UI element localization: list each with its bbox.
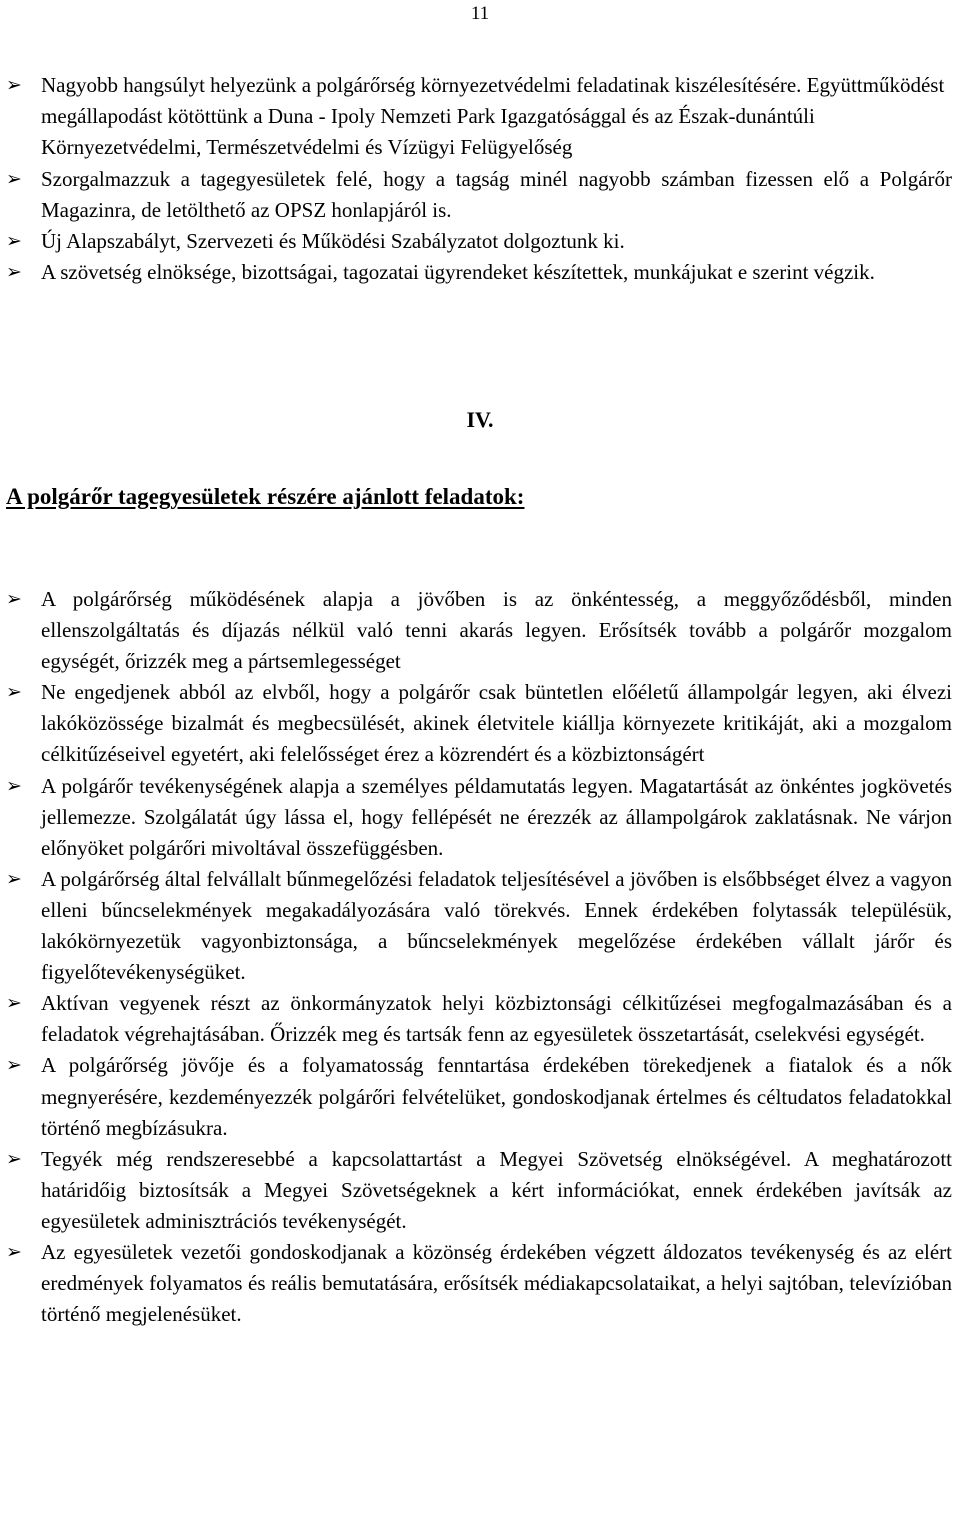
arrow-bullet-icon: ➢ [6,1147,22,1170]
list-item [0,1237,960,1330]
list-item [0,70,960,164]
list-item [0,1144,960,1237]
arrow-bullet-icon: ➢ [6,681,22,704]
arrow-bullet-icon: ➢ [6,867,22,890]
list-item [0,677,960,770]
recommended-tasks-list [0,584,960,1330]
list-item-text: Tegyék még rendszeresebbé a kapcsolattartást a Megyei Szövetség elnökségével. A meghatározott határidőig biztosítsák a Megyei Szövetségeknek a kért információkat, ennek érdekében javítsák az egyesületek adminisztrációs tevékenységét. [41,1146,952,1233]
arrow-bullet-icon: ➢ [6,261,22,284]
list-item [0,584,960,677]
list-item [0,226,960,257]
list-item-text: Aktívan vegyenek részt az önkormányzatok helyi közbiztonsági célkitűzései megfogalmazásában és a feladatok végrehajtásában. Őrizzék meg és tartsák fenn az egyesületek összetartását, cselekvési egységét. [41,991,952,1047]
arrow-bullet-icon: ➢ [6,74,22,96]
section-number [0,404,960,436]
arrow-bullet-icon: ➢ [6,774,22,797]
list-item [0,988,960,1050]
list-item-text: Ne engedjenek abból az elvből, hogy a polgárőr csak büntetlen előéletű állampolgár legyen, aki élvezi lakóközössége bizalmát és megbecsülését, akinek életvitele kiállja környezete kritikáját, aki a mozgalom célkitűzéseivel egyetért, aki felelősséget érez a közrendért és a közbiztonságért [41,680,952,767]
list-item-text: Nagyobb hangsúlyt helyezünk a polgárőrség környezetvédelmi feladatinak kiszélesítésére. Együttműködést megállapodást kötöttünk a Duna - Ipoly Nemzeti Park Igazgatósággal és az Észak-dunántúli Környezetvédelmi, Természetvédelmi és Vízügyi Felügyelőség [41,73,945,160]
list-item [0,257,960,288]
list-item-text: A polgárőrség működésének alapja a jövőben is az önkéntesség, a meggyőződésből, minden ellenszolgáltatás és díjazás nélkül való tenni akarás legyen. Erősítsék tovább a polgárőr mozgalom egységét, őrizzék meg a pártsemlegességet [41,587,952,674]
list-item-text: Az egyesületek vezetői gondoskodjanak a közönség érdekében végzett áldozatos tevékenység és az elért eredmények folyamatos és reális bemutatására, erősítsék médiakapcsolataikat, a helyi sajtóban, televízióban történő megjelenésüket. [41,1239,952,1327]
arrow-bullet-icon: ➢ [6,1240,22,1263]
list-item-text: A polgárőrség által felvállalt bűnmegelőzési feladatok teljesítésével a jövőben is elsőbbséget élvez a vagyon elleni bűncselekmények megakadályozására való törekvés. Ennek érdekében folytassák településük, lakókörnyezetük vagyonbiztonsága, a bűncselekmények megelőzése érdekében vállalt járőr és figyelőtevékenységüket. [41,866,952,985]
list-item [0,864,960,988]
list-item [0,1050,960,1143]
list-item [0,771,960,864]
list-item-text: Szorgalmazzuk a tagegyesületek felé, hogy a tagság minél nagyobb számban fizessen elő a Polgárőr Magazinra, de letölthető az OPSZ honlapjáról is. [41,166,952,222]
arrow-bullet-icon: ➢ [6,588,22,610]
list-item-text: Új Alapszabályt, Szervezeti és Működési Szabályzatot dolgoztunk ki. [41,229,625,254]
page-number: 11 [470,3,490,24]
list-item-text: A polgárőrség jövője és a folyamatosság fenntartása érdekében törekedjenek a fiatalok és a nők megnyerésére, kezdeményezzék polgárőri felvételüket, gondoskodjanak értelmes és céltudatos feladatokkal történő megbízásukra. [41,1053,952,1140]
top-bullet-list [0,70,960,288]
arrow-bullet-icon: ➢ [6,1054,22,1077]
section-title: A polgárőr tagegyesületek részére ajánlott feladatok: [6,484,525,509]
arrow-bullet-icon: ➢ [6,992,22,1015]
arrow-bullet-icon: ➢ [6,230,22,253]
list-item [0,164,960,226]
arrow-bullet-icon: ➢ [6,167,22,190]
list-item-text: A szövetség elnöksége, bizottságai, tagozatai ügyrendeket készítettek, munkájukat e szerint végzik. [41,260,875,285]
list-item-text: A polgárőr tevékenységének alapja a személyes példamutatás legyen. Magatartását az önkéntes jogkövetés jellemezze. Szolgálatát úgy lássa el, hogy fellépését ne érezzék az állampolgárok zaklatásnak. Ne várjon előnyöket polgárőri mivoltával összefüggésben. [41,773,952,860]
section-number-text: IV. [466,407,494,432]
